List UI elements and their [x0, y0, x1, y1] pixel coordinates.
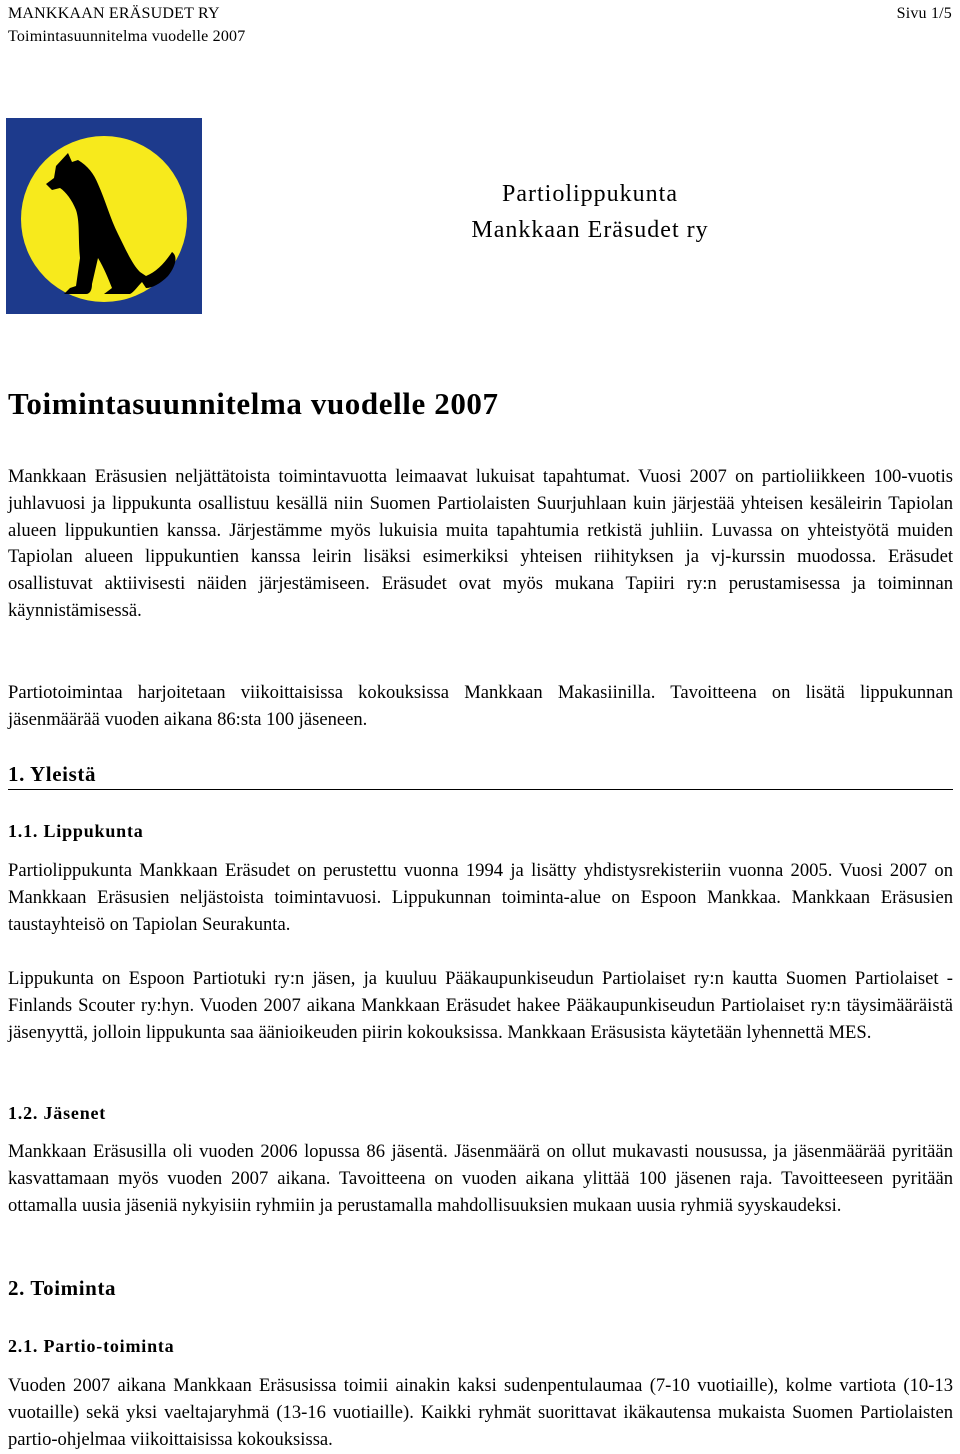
section-2-1-heading: 2.1. Partio-toiminta	[8, 1336, 175, 1356]
page-number: Sivu 1/5	[896, 5, 952, 22]
section-1-1-heading: 1.1. Lippukunta	[8, 821, 144, 841]
header-doc-title: Toimintasuunnitelma vuodelle 2007	[8, 28, 246, 45]
org-line-1: Partiolippukunta	[502, 181, 678, 207]
section-2-1-paragraph-1: Vuoden 2007 aikana Mankkaan Eräsusissa toimii ainakin kaksi sudenpentulaumaa (7-10 vuotiaille), kolme vartiota (10-13 vuotaille) sekä yksi vaeltajaryhmä (13-16 vuotiaille). Kaikki ryhmät suorittavat ikäkautensa mukaista Suomen Partiolaisten partio-ohjelmaa viikoittaisissa kokouksissa.	[8, 1375, 953, 1450]
section-1-1-paragraph-2: Lippukunta on Espoon Partiotuki ry:n jäsen, ja kuuluu Pääkaupunkiseudun Partiolaiset ry:n kautta Suomen Partiolaiset - Finlands Scouter ry:hyn. Vuoden 2007 aikana Mankkaan Eräsudet hakee Pääkaupunkiseudun Partiolaiset ry:n täysimääräistä jäsenyyttä, jolloin lippukunta saa äänioikeuden piirin kokouksissa. Mankkaan Eräsusista käytetään lyhennettä MES.	[8, 968, 953, 1043]
section-1-2-paragraph-1: Mankkaan Eräsusilla oli vuoden 2006 lopussa 86 jäsentä. Jäsenmäärä on ollut mukavasti nousussa, ja jäsenmäärää pyritään kasvattamaan myös vuoden 2007 aikana. Tavoitteena on vuoden aikana ylittää 100 jäsenen raja. Tavoitteeseen pyritään ottamalla uusia jäseniä nykyisiin ryhmiin ja perustamalla mahdollisuuksien mukaan uusia ryhmiä syyskaudeksi.	[8, 1141, 953, 1216]
wolf-howling-moon-icon	[6, 118, 202, 314]
section-1-1-paragraph-1: Partiolippukunta Mankkaan Eräsudet on perustettu vuonna 1994 ja lisätty yhdistysrekisteriin vuonna 2005. Vuosi 2007 on Mankkaan Eräsusien neljästoista toimintavuosi. Lippukunnan toiminta-alue on Espoon Mankkaa. Mankkaan Eräsusien taustayhteisö on Tapiolan Seurakunta.	[8, 860, 953, 935]
section-1-2-heading: 1.2. Jäsenet	[8, 1103, 107, 1123]
org-line-2: Mankkaan Eräsudet ry	[471, 217, 709, 243]
header-left	[8, 2, 245, 48]
intro-paragraph-1: Mankkaan Eräsusien neljättätoista toimintavuotta leimaavat lukuisat tapahtumat. Vuosi 2007 on partioliikkeen 100-vuotis juhlavuosi ja lippukunta osallistuu kesällä niin Suomen Partiolaisten Suurjuhlaan kuin järjestää yhteisen kesäleirin Tapiolan alueen lippukuntien kanssa. Järjestämme myös lukuisia muita tapahtumia retkistä juhliin. Luvassa on yhteistyötä muiden Tapiolan alueen lippukuntien kanssa leirin lisäksi esimerkiksi yhteisen riihityksen ja vj-kurssin muodossa. Eräsudet osallistuvat aktiivisesti näiden järjestämiseen. Eräsudet ovat myös mukana Tapiiri ry:n perustamisessa ja toiminnan käynnistämisessä.	[8, 466, 953, 621]
header-org-name: MANKKAAN ERÄSUDET RY	[8, 5, 220, 22]
intro-paragraph-2: Partiotoimintaa harjoitetaan viikoittaisissa kokouksissa Mankkaan Makasiinilla. Tavoitteena on lisätä lippukunnan jäsenmäärää vuoden aikana 86:sta 100 jäseneen.	[8, 682, 953, 730]
document-title: Toimintasuunnitelma vuodelle 2007	[8, 386, 499, 421]
section-2-heading: 2. Toiminta	[8, 1276, 117, 1300]
organization-name	[410, 176, 770, 248]
section-1-heading: 1. Yleistä	[8, 762, 953, 790]
